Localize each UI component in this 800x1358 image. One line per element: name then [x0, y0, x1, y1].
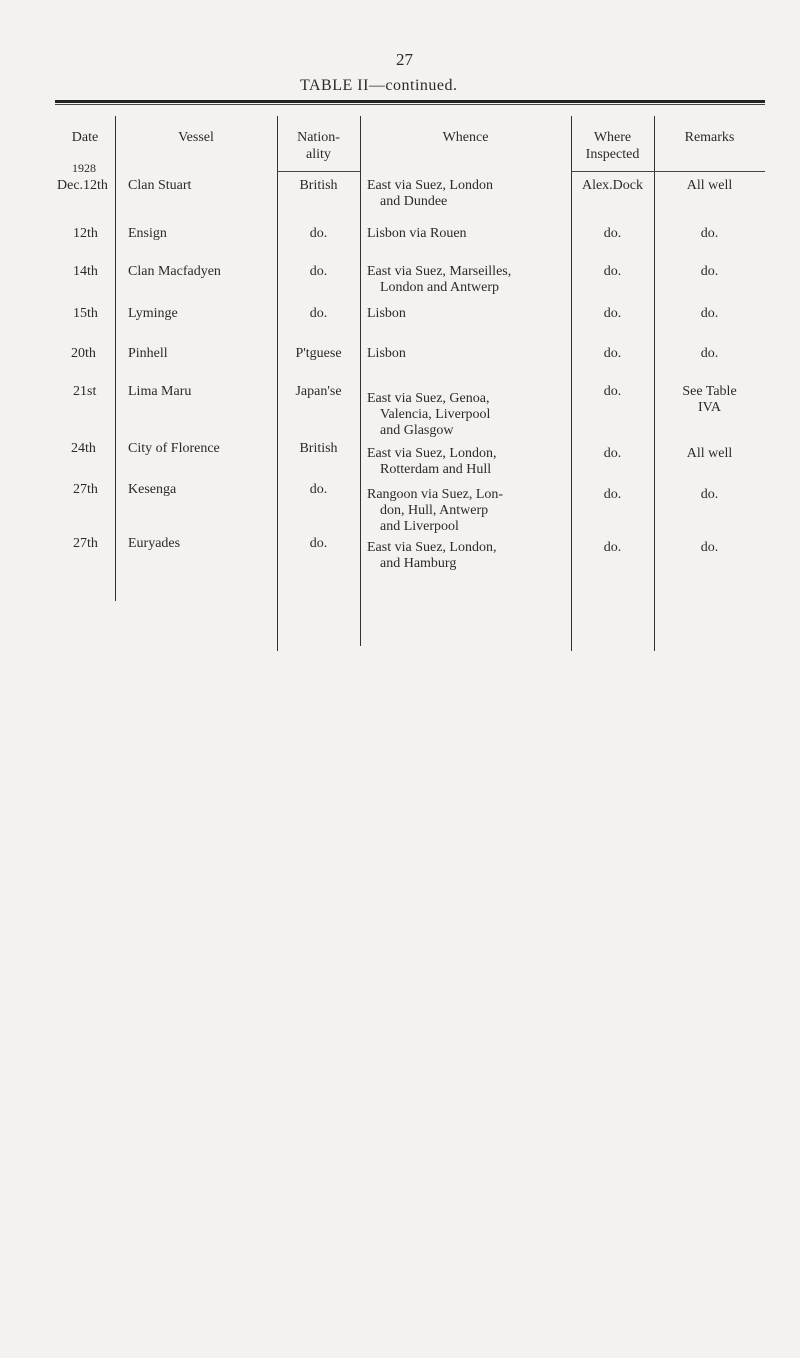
- row-date: 12th: [73, 226, 98, 241]
- column-divider: [115, 116, 116, 601]
- row-whence-line: and Liverpool: [380, 519, 459, 534]
- row-nationality: P'tguese: [295, 346, 342, 361]
- row-remarks: do.: [700, 346, 719, 361]
- header-remarks: Remarks: [684, 130, 735, 145]
- row-where: do.: [603, 540, 622, 555]
- row-nationality: British: [299, 178, 338, 193]
- top-rule-thin: [55, 104, 765, 105]
- row-vessel: Clan Macfadyen: [128, 264, 221, 279]
- row-whence-line: Lisbon: [367, 306, 406, 321]
- header-underline: [277, 171, 360, 172]
- row-remarks: do.: [700, 487, 719, 502]
- row-remarks: do.: [700, 540, 719, 555]
- row-remarks: do.: [700, 306, 719, 321]
- row-where: do.: [603, 226, 622, 241]
- top-rule: [55, 100, 765, 103]
- row-whence-line: London and Antwerp: [380, 280, 499, 295]
- header-nationality-line2: ality: [306, 147, 331, 162]
- row-date: 21st: [73, 384, 97, 399]
- header-nationality-line1: Nation-: [297, 130, 340, 145]
- row-where: do.: [603, 446, 622, 461]
- row-remarks: do.: [700, 226, 719, 241]
- row-whence-line: East via Suez, Genoa,: [367, 391, 490, 406]
- row-whence-line: East via Suez, London,: [367, 446, 497, 461]
- row-date: Dec.12th: [57, 178, 108, 193]
- row-nationality: do.: [309, 482, 328, 497]
- row-whence-line: and Glasgow: [380, 423, 454, 438]
- row-date: 20th: [71, 346, 96, 361]
- row-remarks: IVA: [697, 400, 722, 415]
- row-nationality: British: [299, 441, 338, 456]
- row-remarks: See Table: [682, 384, 737, 399]
- row-date: 27th: [73, 482, 98, 497]
- row-nationality: do.: [309, 226, 328, 241]
- row-date: 24th: [71, 441, 96, 456]
- row-whence-line: and Hamburg: [380, 556, 457, 571]
- row-date: 15th: [73, 306, 98, 321]
- row-nationality: Japan'se: [295, 384, 342, 399]
- header-where-line1: Where: [593, 130, 632, 145]
- header-whence: Whence: [442, 130, 489, 145]
- row-remarks: do.: [700, 264, 719, 279]
- row-whence-line: Rangoon via Suez, Lon-: [367, 487, 504, 502]
- page-number: 27: [396, 50, 413, 69]
- row-vessel: Ensign: [128, 226, 167, 241]
- year-label: 1928: [72, 161, 96, 175]
- row-where: do.: [603, 306, 622, 321]
- row-date: 27th: [73, 536, 98, 551]
- row-vessel: City of Florence: [128, 441, 220, 456]
- row-date: 14th: [73, 264, 98, 279]
- row-remarks: All well: [686, 178, 733, 193]
- header-date: Date: [71, 130, 99, 145]
- row-vessel: Euryades: [128, 536, 181, 551]
- row-vessel: Pinhell: [128, 346, 168, 361]
- row-nationality: do.: [309, 536, 328, 551]
- table-title: TABLE II—continued.: [300, 77, 458, 94]
- row-whence-line: Lisbon: [367, 346, 406, 361]
- row-whence-line: Rotterdam and Hull: [380, 462, 492, 477]
- row-vessel: Lima Maru: [128, 384, 192, 399]
- header-vessel: Vessel: [178, 130, 214, 145]
- row-where: do.: [603, 264, 622, 279]
- row-where: do.: [603, 346, 622, 361]
- row-whence-line: East via Suez, Marseilles,: [367, 264, 512, 279]
- row-whence-line: Lisbon via Rouen: [367, 226, 467, 241]
- row-vessel: Lyminge: [128, 306, 178, 321]
- row-whence-line: East via Suez, London,: [367, 540, 497, 555]
- row-where: do.: [603, 384, 622, 399]
- row-whence-line: don, Hull, Antwerp: [380, 503, 489, 518]
- header-where-line2: Inspected: [585, 147, 640, 162]
- row-where: Alex.Dock: [581, 178, 644, 193]
- row-vessel: Kesenga: [128, 482, 177, 497]
- row-whence-line: and Dundee: [380, 194, 448, 209]
- row-whence-line: Valencia, Liverpool: [380, 407, 491, 422]
- column-divider: [360, 116, 361, 646]
- row-nationality: do.: [309, 264, 328, 279]
- row-nationality: do.: [309, 306, 328, 321]
- row-where: do.: [603, 487, 622, 502]
- row-remarks: All well: [686, 446, 733, 461]
- header-underline: [571, 171, 765, 172]
- row-whence-line: East via Suez, London: [367, 178, 493, 193]
- row-vessel: Clan Stuart: [128, 178, 192, 193]
